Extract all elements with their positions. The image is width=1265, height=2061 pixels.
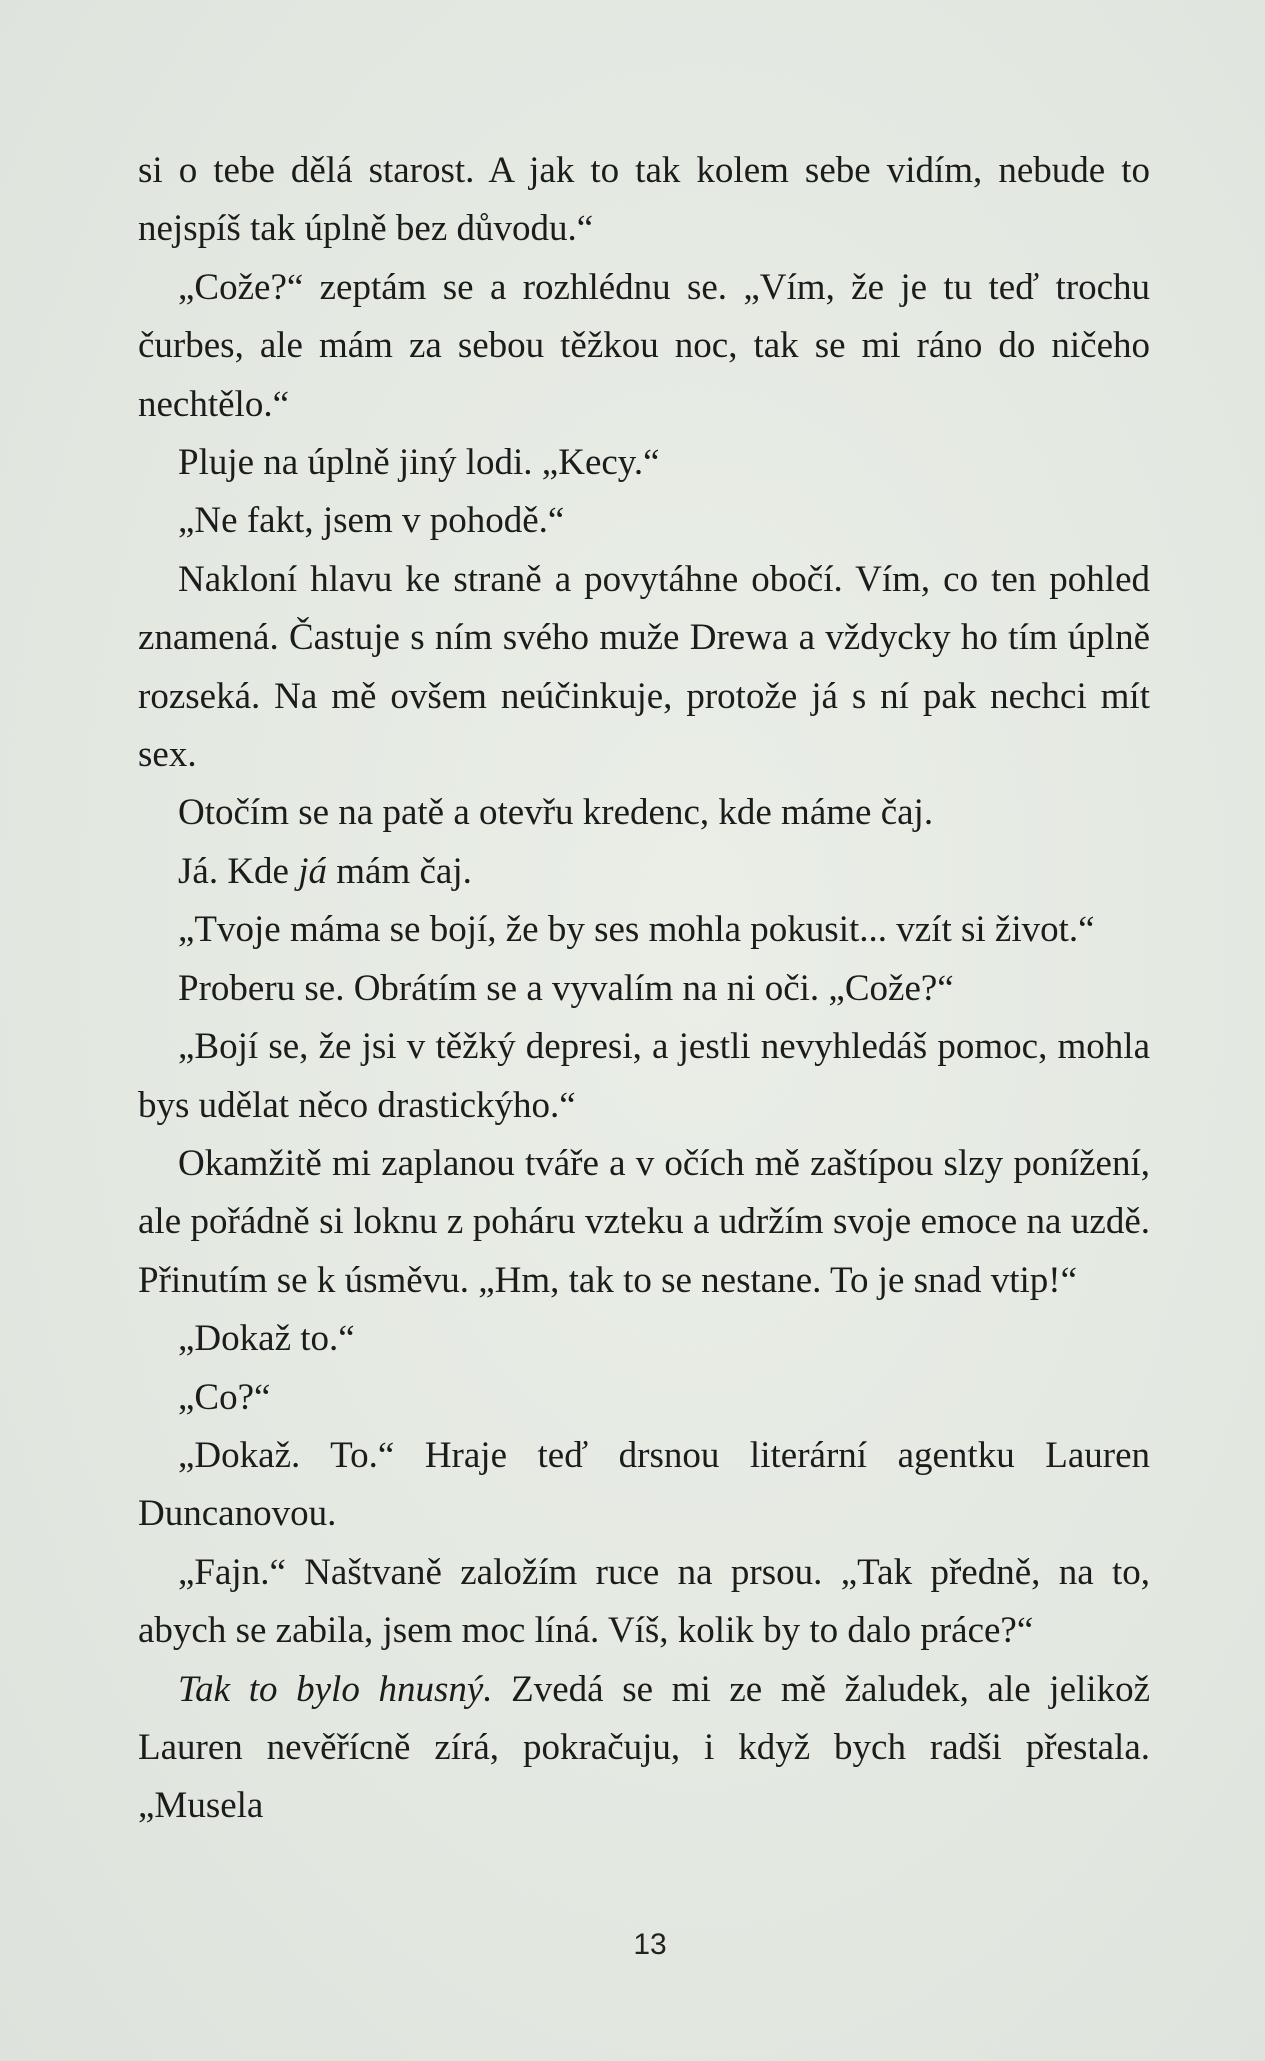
paragraph — [138, 1544, 1150, 1661]
paragraph-text: Nakloní hlavu ke straně a povytáhne obočí. Vím, co ten pohled znamená. Častuje s ním svého muže Drewa a vždycky ho tím úplně rozseká. Na mě ovšem neúčinkuje, protože já s ní pak nechci mít sex. — [138, 558, 1150, 776]
paragraph — [138, 492, 1150, 550]
paragraph — [138, 784, 1150, 842]
paragraph — [138, 142, 1150, 259]
paragraph-text: Okamžitě mi zaplanou tváře a v očích mě zaštípou slzy ponížení, ale pořádně si loknu z poháru vzteku a udržím svoje emoce na uzdě. Přinutím se k úsměvu. „Hm, tak to se nestane. To je snad vtip!“ — [138, 1142, 1150, 1301]
paragraph-text: Proberu se. Obrátím se a vyvalím na ni oči. „Cože?“ — [178, 967, 954, 1009]
paragraph — [138, 1661, 1150, 1836]
paragraph-text: „Ne fakt, jsem v pohodě.“ — [178, 500, 565, 542]
paragraph — [138, 259, 1150, 434]
paragraph-text: Já. Kde — [178, 850, 299, 892]
paragraph-text: mám čaj. — [327, 850, 472, 892]
paragraph-text: „Co?“ — [178, 1376, 271, 1418]
paragraph-text: Otočím se na patě a otevřu kredenc, kde máme čaj. — [178, 792, 934, 834]
paragraph — [138, 1369, 1150, 1427]
paragraph-text: „Cože?“ zeptám se a rozhlédnu se. „Vím, že je tu teď trochu čurbes, ale mám za sebou těžkou noc, tak se mi ráno do ničeho nechtělo.“ — [138, 266, 1150, 425]
paragraph — [138, 1135, 1150, 1310]
paragraph — [138, 1427, 1150, 1544]
paragraph-text: Zvedá se mi ze mě žaludek, ale jelikož Lauren nevěřícně zírá, pokračuju, i když bych radši přestala. „Musela — [138, 1668, 1150, 1827]
paragraph-text: Pluje na úplně jiný lodi. „Kecy.“ — [178, 442, 660, 484]
page-number: 13 — [633, 1928, 667, 1961]
paragraph-text: si o tebe dělá starost. A jak to tak kolem sebe vidím, nebude to nejspíš tak úplně bez důvodu.“ — [138, 150, 1150, 250]
italic-emphasis: já — [298, 850, 327, 892]
paragraph-text: „Dokaž to.“ — [178, 1318, 355, 1360]
paragraph — [138, 960, 1150, 1018]
paragraph — [138, 1018, 1150, 1135]
paragraph-text: „Fajn.“ Naštvaně založím ruce na prsou. „Tak předně, na to, abych se zabila, jsem moc líná. Víš, kolik by to dalo práce?“ — [138, 1551, 1150, 1652]
paragraph — [138, 901, 1150, 959]
paragraph-text: „Bojí se, že jsi v těžký depresi, a jestli nevyhledáš pomoc, mohla bys udělat něco drastickýho.“ — [138, 1026, 1150, 1126]
paragraph — [138, 1310, 1150, 1368]
paragraph — [138, 843, 1150, 901]
body-text — [138, 142, 1150, 1836]
paragraph-text: „Dokaž. To.“ Hraje teď drsnou literární agentku Lauren Duncanovou. — [138, 1434, 1150, 1535]
paragraph — [138, 434, 1150, 492]
paragraph-text: „Tvoje máma se bojí, že by ses mohla pokusit... vzít si život.“ — [178, 909, 1095, 951]
paragraph — [138, 551, 1150, 785]
italic-emphasis: Tak to bylo hnusný. — [178, 1668, 493, 1710]
